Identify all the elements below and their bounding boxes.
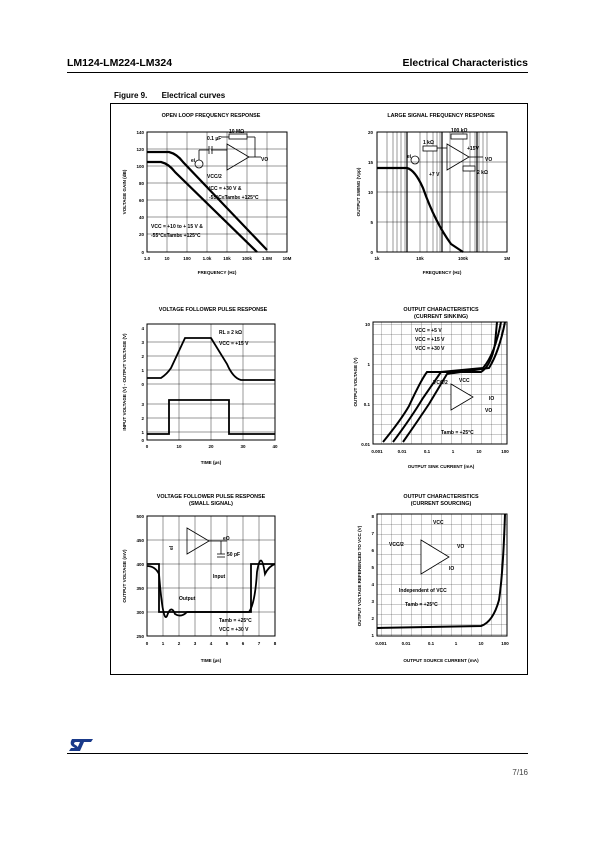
p6-ylabel: OUTPUT VOLTAGE REFERENCED TO VCC (V) [357,525,362,627]
p4-xtick: 0.001 [371,449,383,454]
p1-xtick: 1.0 [143,256,151,261]
p4-xlabel: OUTPUT SINK CURRENT (mA) [407,464,475,469]
p5-ytick: 400 [136,562,144,567]
p6-ytick: 7 [371,531,374,536]
p5-ann-50pf: 50 pF [227,552,241,558]
panel-open-loop [122,113,292,275]
p4-ann-30v: VCC = +30 V [415,346,445,352]
p6-ytick: 1 [371,633,374,638]
p3-ytick: 3 [141,340,144,345]
p6-subtitle: (CURRENT SOURCING) [410,501,472,507]
p3-ann-vcc: VCC = +15 V [219,341,249,347]
figure-frame [110,103,528,675]
p1-ann-15v: VCC = +10 to + 15 V & [151,224,203,230]
p6-ann-vcc2: VCC/2 [389,542,404,548]
p4-subtitle: (CURRENT SINKING) [414,314,468,320]
p5-ytick: 350 [136,586,144,591]
p1-title: OPEN LOOP FREQUENCY RESPONSE [161,113,261,119]
p6-xtick: 0.1 [427,641,435,646]
p2-ytick: 15 [367,160,373,165]
p6-ann-temp: Tamb = +25°C [405,602,438,608]
p6-xtick: 100 [501,641,509,646]
p1-xtick: 10k [223,256,231,261]
p2-xtick: 1k [374,256,380,261]
p4-xtick: 1 [451,449,455,454]
p3-ann-rl: RL ≥ 2 kΩ [219,330,243,336]
p3-ytick: 1 [141,368,144,373]
p5-ann-eo: eO [223,536,230,542]
p2-ann-2k: 2 kΩ [477,170,488,176]
p3-xtick: 10 [176,444,182,449]
p1-xtick: 1.0k [202,256,212,261]
p4-ann-vcc: VCC [459,378,470,384]
p1-xtick: 100k [241,256,253,261]
p5-xtick: 2 [177,641,181,646]
p3-ylabel: INPUT VOLTAGE (V) - OUTPUT VOLTAGE (V) [122,333,127,431]
figure-number: Figure 9. [114,91,148,100]
p6-xtick: 0.01 [401,641,411,646]
p6-plot-area [377,514,507,636]
figure-caption [114,91,225,100]
p5-ytick: 300 [136,610,144,615]
p4-ann-vo: VO [485,408,493,414]
p1-ytick: 140 [136,130,144,135]
p2-xtick: 1M [503,256,511,261]
p2-xlabel: FREQUENCY (Hz) [422,270,462,275]
p2-ann-15v: +15V [467,146,479,152]
p5-xtick: 5 [225,641,229,646]
header-rule [67,72,528,73]
panel-current-sinking [353,307,509,469]
p2-ytick: 5 [370,220,373,225]
p5-ann-input: Input [213,574,226,580]
p4-xtick: 0.1 [423,449,431,454]
p6-title: OUTPUT CHARACTERISTICS [403,494,479,500]
p2-ann-vo: VO [485,157,493,163]
p4-xtick: 0.01 [397,449,407,454]
p6-ytick: 5 [371,565,374,570]
p6-ann-vo: VO [457,544,465,550]
p1-xtick: 100 [183,256,191,261]
p5-xtick: 4 [209,641,213,646]
p3-xtick: 0 [145,444,149,449]
p1-xlabel: FREQUENCY (Hz) [197,270,237,275]
p6-xtick: 0.001 [375,641,387,646]
p1-xtick: 10M [282,256,292,261]
p4-xtick: 100 [501,449,509,454]
panel-large-signal [356,113,510,275]
p5-xtick: 0 [145,641,149,646]
p2-title: LARGE SIGNAL FREQUENCY RESPONSE [387,113,495,119]
p1-ann-vcc2: VCC/2 [207,174,222,180]
p4-ytick: 10 [364,322,370,327]
p4-ann-temp: Tamb = +25°C [441,430,474,436]
p5-title: VOLTAGE FOLLOWER PULSE RESPONSE [156,494,266,500]
p1-ytick: 40 [138,215,144,220]
p3-ytick: 4 [141,326,144,331]
p4-xtick: 10 [476,449,482,454]
figure-title: Electrical curves [161,91,226,100]
p4-ann-5v: VCC = +5 V [415,328,442,334]
p1-ytick: 80 [138,181,144,186]
p5-ann-el: el [169,545,175,550]
p3-ytick: 1 [141,430,144,435]
panel-current-sourcing [357,494,509,663]
p3-ytick: 0 [141,382,144,387]
p4-ann-15v: VCC = +15 V [415,337,445,343]
p1-ytick: 0 [141,250,144,255]
p5-ytick: 500 [136,514,144,519]
p5-ytick: 450 [136,538,144,543]
p1-xtick: 1.0M [261,256,273,261]
p5-xtick: 3 [193,641,197,646]
header-doc-title: LM124-LM224-LM324 [67,57,173,69]
p3-xtick: 20 [208,444,214,449]
p6-ytick: 6 [371,548,374,553]
p3-xtick: 40 [272,444,278,449]
p6-ann-io: IO [449,566,455,572]
p2-ylabel: OUTPUT SWING (Vpp) [356,167,361,217]
p1-ann-30v: VCC = +30 V & [207,186,242,192]
p6-xtick: 10 [478,641,484,646]
p5-xtick: 7 [257,641,261,646]
st-logo-icon [68,738,94,752]
p6-xtick: 1 [454,641,458,646]
p1-ann-ei: ei [191,158,196,164]
p1-circuit [195,134,261,170]
p6-ann-vcc: VCC [433,520,444,526]
p6-ytick: 4 [371,582,374,587]
p3-ytick: 3 [141,402,144,407]
p2-circuit [411,134,483,171]
p5-xtick: 6 [241,641,245,646]
p6-xlabel: OUTPUT SOURCE CURRENT (mA) [403,658,479,663]
p2-ytick: 20 [367,130,373,135]
p3-ytick: 0 [141,438,144,443]
p3-ytick: 2 [141,416,144,421]
page-number: 7/16 [512,768,528,777]
p4-ylabel: OUTPUT VOLTAGE (V) [353,357,358,407]
p6-ytick: 2 [371,616,374,621]
p5-ytick: 250 [136,634,144,639]
p1-ytick: 20 [138,232,144,237]
p5-xtick: 1 [161,641,165,646]
p5-ylabel: OUTPUT VOLTAGE (mV) [122,549,127,603]
p3-title: VOLTAGE FOLLOWER PULSE RESPONSE [158,307,268,313]
header-section-title: Electrical Characteristics [402,57,528,69]
p4-ann-vcc2: VCC/2 [433,380,448,386]
p6-ann-indep: Independent of VCC [399,588,447,594]
p5-ann-output: Output [179,596,196,602]
p1-ytick: 100 [136,164,144,169]
p3-xlabel: TIME (µs) [200,460,222,465]
p1-ylabel: VOLTAGE GAIN (dB) [122,169,127,215]
p1-ytick: 60 [138,198,144,203]
p1-ann-res: 10 MΩ [229,129,245,135]
panel-small-signal [122,494,277,663]
p1-xtick: 10 [164,256,170,261]
p6-ytick: 8 [371,514,374,519]
p5-xtick: 8 [273,641,277,646]
p5-circuit [187,528,227,557]
p5-xlabel: TIME (µs) [200,658,222,663]
p6-ytick: 3 [371,599,374,604]
p2-ann-r1: 1 kΩ [423,140,434,146]
p4-ann-io: IO [489,396,495,402]
p2-ann-r2: 100 kΩ [451,128,468,134]
footer-rule [67,753,528,754]
p4-ytick: 1 [367,362,370,367]
p4-ytick: 0.01 [361,442,370,447]
p3-xtick: 30 [240,444,246,449]
p1-ytick: 120 [136,147,144,152]
p2-ytick: 10 [367,190,373,195]
figure-svg [111,104,527,674]
p1-ann-15v-temp: -55°C≤Tamb≤ +125°C [151,233,201,239]
p5-ann-temp: Tamb = +25°C [219,618,252,624]
p2-xtick: 100k [457,256,469,261]
p1-ann-vo: VO [261,157,269,163]
panel-pulse-response [122,307,278,465]
p4-ytick: 0.1 [363,402,370,407]
p4-title: OUTPUT CHARACTERISTICS [403,307,479,313]
p2-ytick: 0 [370,250,373,255]
p2-ann-7v: +7 V [429,172,440,178]
p1-ann-30v-temp: -55°C≤Tamb≤ +125°C [209,195,259,201]
p3-ytick: 2 [141,354,144,359]
p1-ann-cap: 0.1 µF [207,136,222,142]
p2-xtick: 10k [416,256,424,261]
p5-subtitle: (SMALL SIGNAL) [189,501,233,507]
p5-ann-vcc: VCC = +30 V [219,627,249,633]
p2-ann-ei: ei [407,154,412,160]
